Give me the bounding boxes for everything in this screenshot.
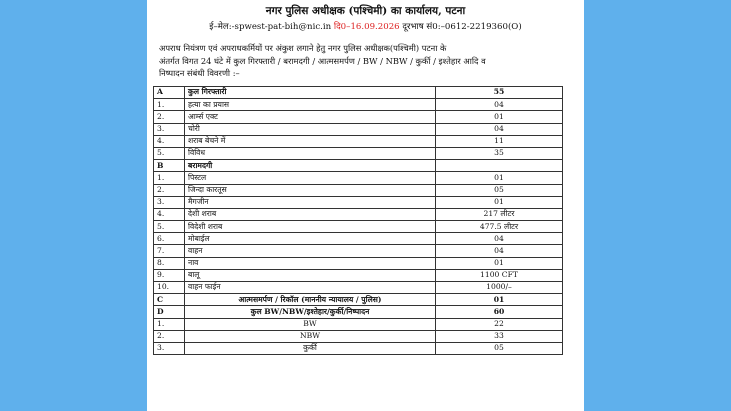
table-row <box>154 282 563 294</box>
date: दि0–16.09.2026 <box>333 22 400 32</box>
description-cell: कुर्की <box>185 342 436 354</box>
serial-cell: 8. <box>154 257 185 269</box>
description-cell: कुल BW/NBW/इश्तेहार/कुर्की/निष्पादन <box>185 306 436 318</box>
office-title: नगर पुलिस अधीक्षक (पश्चिमी) का कार्यालय, पटना <box>265 5 466 17</box>
description-cell: आत्मसमर्पण / रिकॉल (माननीय न्यायालय / पुलिस) <box>185 294 436 306</box>
serial-cell: 10. <box>154 282 185 294</box>
table-row <box>154 196 563 208</box>
serial-cell: 2. <box>154 111 185 123</box>
value-cell: 01 <box>436 294 563 306</box>
description-cell: शराब बेचने में <box>185 135 436 147</box>
description-cell: बरामदगी <box>185 160 436 172</box>
section-row <box>154 87 563 99</box>
description-cell: NBW <box>185 330 436 342</box>
table-row <box>154 184 563 196</box>
value-cell: 55 <box>436 87 563 99</box>
table-row <box>154 269 563 281</box>
description-cell: जिन्दा कारतूस <box>185 184 436 196</box>
intro-paragraph: अपराध नियंत्रण एवं अपराधकर्मियों पर अंकुश लगाने हेतु नगर पुलिस अधीक्षक(पश्चिमी) पटना के अंतर्गत विगत 24 घंटे में कुल गिरफ्तारी / बरामदगी / आत्मसमर्पण / BW / NBW / कुर्की / इश्तेहार आदि व निष्पादन संबंधी विवरणी :– <box>159 43 486 78</box>
value-cell: 35 <box>436 147 563 159</box>
serial-cell: B <box>154 160 185 172</box>
description-cell: बालू <box>185 269 436 281</box>
table-row <box>154 330 563 342</box>
table-row <box>154 257 563 269</box>
value-cell: 04 <box>436 245 563 257</box>
description-cell: कुल गिरफ्तारी <box>185 87 436 99</box>
value-cell: 01 <box>436 196 563 208</box>
description-cell: आर्म्स एक्ट <box>185 111 436 123</box>
description-cell: मैगजीन <box>185 196 436 208</box>
serial-cell: 2. <box>154 184 185 196</box>
serial-cell: 1. <box>154 318 185 330</box>
serial-cell: 4. <box>154 135 185 147</box>
value-cell <box>436 160 563 172</box>
serial-cell: C <box>154 294 185 306</box>
serial-cell: 1. <box>154 172 185 184</box>
value-cell: 04 <box>436 233 563 245</box>
value-cell: 01 <box>436 257 563 269</box>
serial-cell: D <box>154 306 185 318</box>
serial-cell: 4. <box>154 208 185 220</box>
value-cell: 01 <box>436 111 563 123</box>
value-cell: 01 <box>436 172 563 184</box>
value-cell: 477.5 लीटर <box>436 221 563 233</box>
value-cell: 33 <box>436 330 563 342</box>
table-row <box>154 123 563 135</box>
serial-cell: 7. <box>154 245 185 257</box>
section-row <box>154 294 563 306</box>
description-cell: BW <box>185 318 436 330</box>
value-cell: 1000/– <box>436 282 563 294</box>
value-cell: 11 <box>436 135 563 147</box>
serial-cell: 6. <box>154 233 185 245</box>
serial-cell: 2. <box>154 330 185 342</box>
serial-cell: 9. <box>154 269 185 281</box>
serial-cell: 5. <box>154 147 185 159</box>
description-cell: चोरी <box>185 123 436 135</box>
serial-cell: A <box>154 87 185 99</box>
table-row <box>154 233 563 245</box>
description-cell: वाहन <box>185 245 436 257</box>
description-cell: देशी शराब <box>185 208 436 220</box>
section-row <box>154 160 563 172</box>
value-cell: 05 <box>436 342 563 354</box>
section-row <box>154 306 563 318</box>
table-row <box>154 245 563 257</box>
description-cell: विविध <box>185 147 436 159</box>
value-cell: 217 लीटर <box>436 208 563 220</box>
value-cell: 04 <box>436 99 563 111</box>
serial-cell: 3. <box>154 342 185 354</box>
description-cell: वाहन फाईन <box>185 282 436 294</box>
contact-line <box>147 20 584 32</box>
email: ई–मेल:-spwest-pat-bih@nic.in <box>209 22 332 32</box>
description-cell: नाव <box>185 257 436 269</box>
table-row <box>154 99 563 111</box>
value-cell: 22 <box>436 318 563 330</box>
table-row <box>154 172 563 184</box>
value-cell: 1100 CFT <box>436 269 563 281</box>
description-cell: मोबाईल <box>185 233 436 245</box>
value-cell: 04 <box>436 123 563 135</box>
phone: दूरभाष सं0:–0612-2219360(O) <box>402 22 522 32</box>
table-row <box>154 342 563 354</box>
table-row <box>154 221 563 233</box>
description-cell: विदेशी शराब <box>185 221 436 233</box>
value-cell: 05 <box>436 184 563 196</box>
serial-cell: 1. <box>154 99 185 111</box>
table-row <box>154 135 563 147</box>
table-row <box>154 208 563 220</box>
description-cell: पिस्टल <box>185 172 436 184</box>
serial-cell: 3. <box>154 196 185 208</box>
table-row <box>154 147 563 159</box>
table-row <box>154 318 563 330</box>
serial-cell: 3. <box>154 123 185 135</box>
document-page <box>147 0 584 411</box>
table-row <box>154 111 563 123</box>
description-cell: हत्या का प्रयास <box>185 99 436 111</box>
serial-cell: 5. <box>154 221 185 233</box>
value-cell: 60 <box>436 306 563 318</box>
report-table <box>153 86 563 355</box>
